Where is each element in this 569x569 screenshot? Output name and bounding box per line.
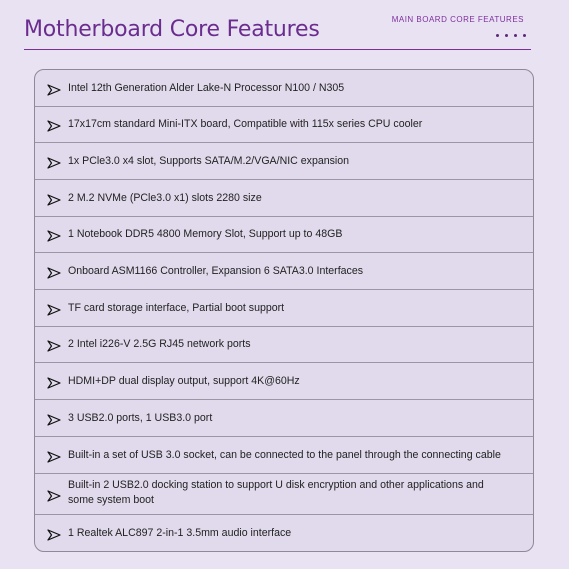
feature-text: Onboard ASM1166 Controller, Expansion 6 SATA3.0 Interfaces (68, 264, 364, 277)
page-title: Motherboard Core Features (24, 17, 320, 42)
arrow-right-icon (47, 157, 61, 169)
arrow-right-icon (47, 414, 61, 426)
arrow-right-icon (47, 340, 61, 352)
arrow-right-icon (47, 194, 61, 206)
feature-row (35, 217, 533, 253)
feature-row (35, 143, 533, 180)
feature-text: 1 Realtek ALC897 2-in-1 3.5mm audio interface (68, 527, 292, 539)
feature-text: 17x17cm standard Mini-ITX board, Compatible with 115x series CPU cooler (68, 118, 423, 130)
feature-text: 2 M.2 NVMe (PCle3.0 x1) slots 2280 size (68, 191, 262, 204)
feature-text: Intel 12th Generation Alder Lake-N Processor N100 / N305 (68, 81, 345, 94)
arrow-right-icon (47, 84, 61, 96)
feature-row (35, 327, 533, 363)
feature-row (35, 253, 533, 290)
feature-row (35, 107, 533, 143)
arrow-right-icon (47, 451, 61, 463)
arrow-right-icon (47, 490, 61, 502)
arrow-right-icon (47, 304, 61, 316)
arrow-right-icon (47, 377, 61, 389)
feature-text: HDMI+DP dual display output, support 4K@60Hz (68, 374, 300, 387)
arrow-right-icon (47, 230, 61, 242)
arrow-right-icon (47, 267, 61, 279)
feature-row (35, 363, 533, 400)
feature-row (35, 180, 533, 217)
feature-text: 2 Intel i226-V 2.5G RJ45 network ports (68, 338, 251, 350)
arrow-right-icon (47, 529, 61, 541)
feature-text: Built-in 2 USB2.0 docking station to support U disk encryption and other applications and some system boot (68, 479, 484, 506)
feature-text: Built-in a set of USB 3.0 socket, can be connected to the panel through the connecting cable (68, 448, 501, 461)
page-subtitle: MAIN BOARD CORE FEATURES (391, 15, 524, 24)
features-panel (34, 69, 534, 552)
feature-text: TF card storage interface, Partial boot support (68, 301, 285, 314)
feature-row (35, 437, 533, 474)
feature-text: 1 Notebook DDR5 4800 Memory Slot, Support up to 48GB (68, 228, 343, 240)
dots-icon (496, 34, 526, 40)
title-underline (24, 49, 531, 50)
feature-row (35, 70, 533, 107)
arrow-right-icon (47, 120, 61, 132)
feature-text: 3 USB2.0 ports, 1 USB3.0 port (68, 411, 213, 424)
feature-row (35, 474, 533, 515)
feature-row (35, 290, 533, 327)
feature-text: 1x PCle3.0 x4 slot, Supports SATA/M.2/VGA/NIC expansion (68, 154, 350, 167)
feature-row (35, 515, 533, 552)
feature-row (35, 400, 533, 437)
